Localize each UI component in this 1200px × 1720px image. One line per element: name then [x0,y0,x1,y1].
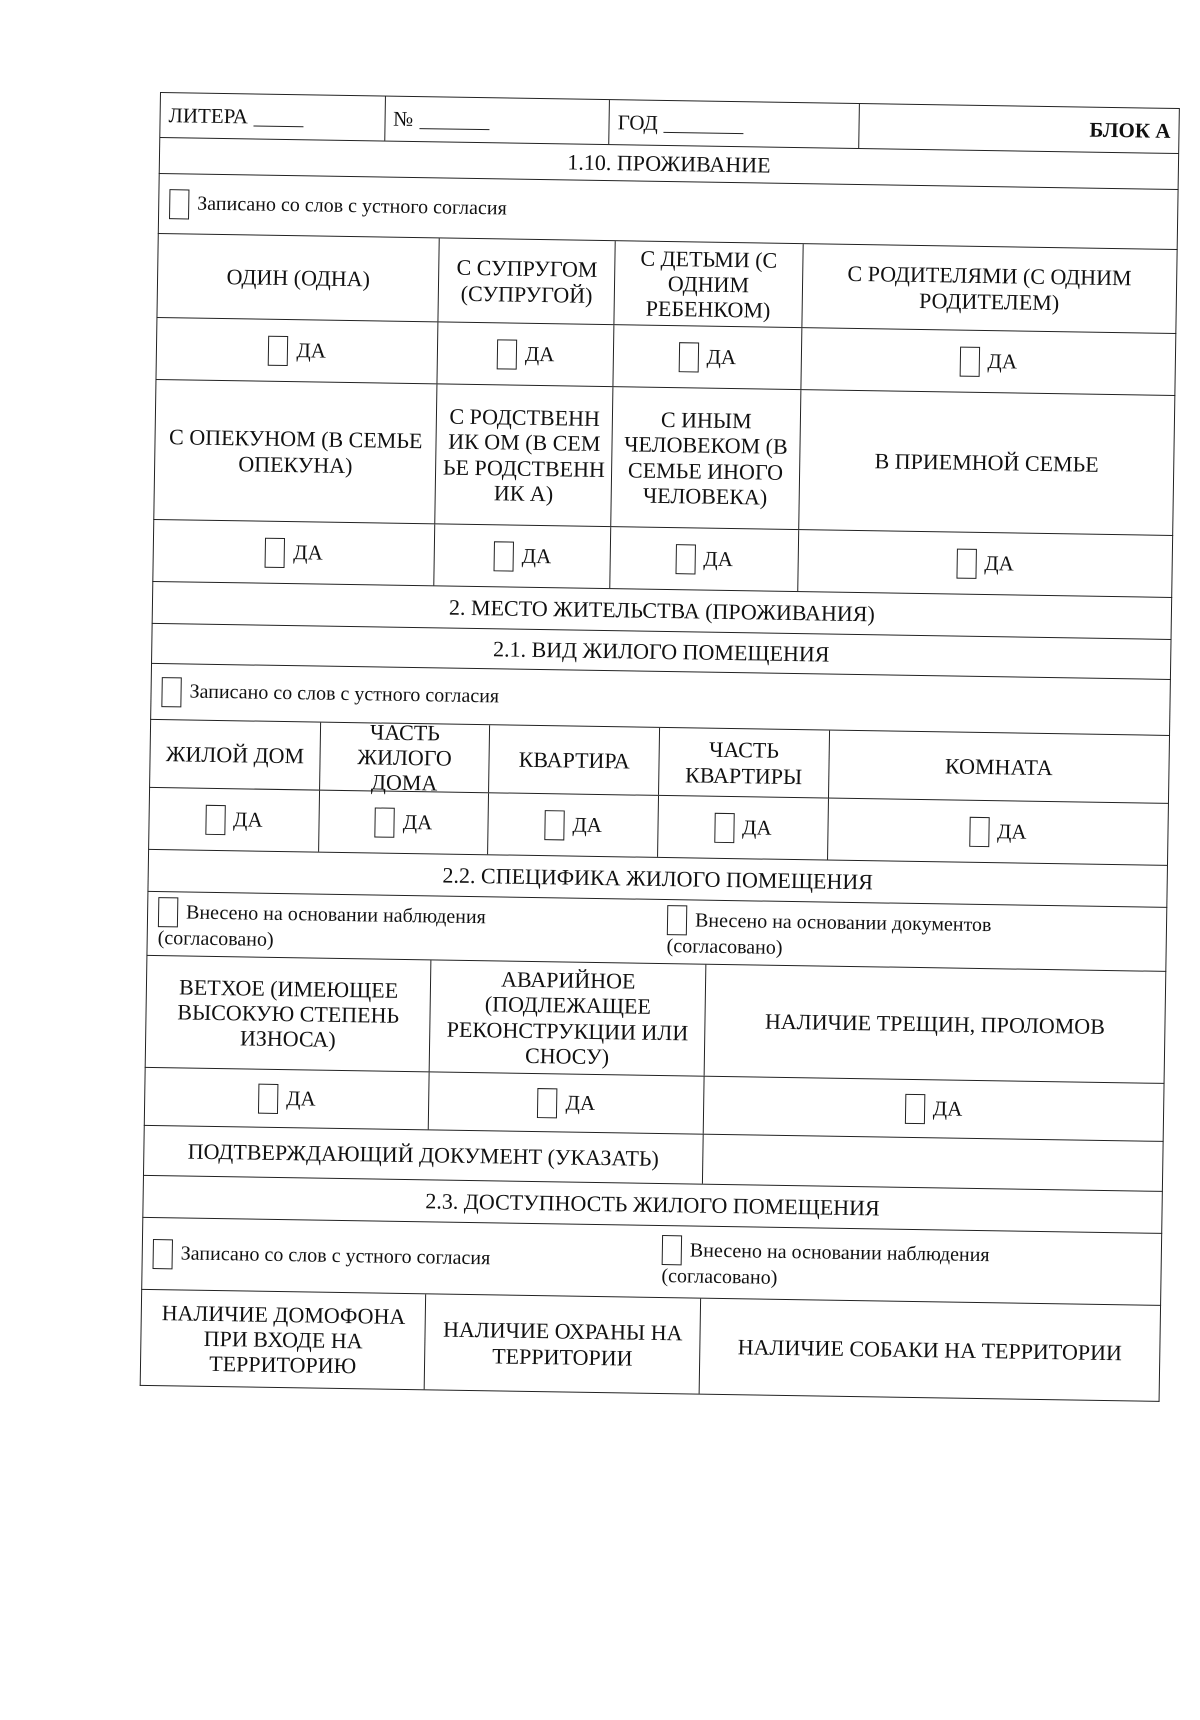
option-with-spouse: С СУПРУГОМ (СУПРУГОЙ) [439,238,616,324]
litera-blank[interactable] [254,107,304,127]
agreed-label: (согласовано) [661,1265,778,1289]
condition-dilapidated: ВЕТХОЕ (ИМЕЮЩЕЕ ВЫСОКУЮ СТЕПЕНЬ ИЗНОСА) [146,956,432,1071]
checkbox[interactable] [544,810,564,840]
documents-label: Внесено на основании документов [694,909,992,936]
housing-condition-row [145,956,1167,1084]
checkbox[interactable] [258,1083,278,1113]
year-label: ГОД [617,110,658,135]
litera-field[interactable] [160,93,385,141]
yes-label: ДА [293,540,323,566]
yes-cell[interactable] [156,318,438,383]
yes-cell[interactable] [801,328,1175,395]
yes-cell[interactable] [319,791,490,855]
agreed-label: (согласовано) [157,927,274,951]
checkbox[interactable] [956,548,976,578]
checkbox[interactable] [169,189,189,219]
oral-consent-label: Записано со слов с устного согласия [197,192,507,220]
yes-cell[interactable] [435,524,612,588]
observation-note[interactable] [147,892,657,963]
supporting-document-label: ПОДТВЕРЖДАЮЩИЙ ДОКУМЕНТ (УКАЗАТЬ) [144,1126,704,1184]
access-dog: НАЛИЧИЕ СОБАКИ НА ТЕРРИТОРИИ [737,1334,1123,1366]
yes-label: ДА [996,819,1027,845]
type-part-of-apartment: ЧАСТЬ КВАРТИРЫ [659,728,830,798]
yes-cell[interactable] [610,527,799,591]
section-2-2-title: 2.2. СПЕЦИФИКА ЖИЛОГО ПОМЕЩЕНИЯ [442,862,874,895]
yes-label: ДА [402,810,433,835]
observation-label: Внесено на основании наблюдения [689,1238,990,1266]
yes-label: ДА [232,807,263,833]
section-2-3-title: 2.3. ДОСТУПНОСТЬ ЖИЛОГО ПОМЕЩЕНИЯ [425,1188,880,1221]
agreed-label: (согласовано) [666,935,783,959]
type-part-of-house: ЧАСТЬ ЖИЛОГО ДОМА [320,723,491,793]
section-2-title: 2. МЕСТО ЖИТЕЛЬСТВА (ПРОЖИВАНИЯ) [448,594,875,627]
yes-cell[interactable] [149,788,320,852]
yes-cell[interactable] [153,520,435,585]
yes-cell[interactable] [488,793,659,857]
checkbox[interactable] [662,1235,682,1265]
year-field[interactable] [609,100,859,148]
checkbox[interactable] [205,804,225,834]
type-apartment: КВАРТИРА [489,725,660,795]
condition-emergency: АВАРИЙНОЕ (ПОДЛЕЖАЩЕЕ РЕКОНСТРУКЦИИ ИЛИ СНОСУ) [430,960,706,1075]
yes-label: ДА [572,812,603,838]
checkbox[interactable] [375,807,395,837]
checkbox[interactable] [537,1088,557,1118]
yes-cell[interactable] [704,1077,1164,1141]
supporting-document-input[interactable] [703,1135,1163,1191]
checkbox[interactable] [675,544,695,574]
litera-label: ЛИТЕРА [168,103,249,129]
yes-label: ДА [984,551,1014,576]
checkbox[interactable] [678,342,698,372]
yes-cell[interactable] [145,1068,430,1129]
checkbox[interactable] [714,812,734,842]
checkbox[interactable] [268,335,288,365]
living-options-row-2 [153,380,1175,536]
oral-consent-label: Записано со слов с устного согласия [180,1242,491,1270]
yes-label: ДА [285,1086,316,1111]
yes-cell[interactable] [614,325,803,389]
checkbox[interactable] [265,537,285,567]
yes-cell[interactable] [658,796,829,860]
year-blank[interactable] [664,113,744,133]
number-label: № [392,106,414,131]
condition-cracks: НАЛИЧИЕ ТРЕЩИН, ПРОЛОМОВ [764,1008,1106,1039]
type-house: ЖИЛОЙ ДОМ [150,720,321,790]
checkbox[interactable] [969,816,989,846]
registration-form [140,92,1180,1402]
checkbox[interactable] [497,339,517,369]
block-label: БЛОК А [1089,117,1171,143]
block-label-cell [859,104,1179,153]
yes-cell[interactable] [828,799,1168,865]
yes-label: ДА [932,1096,963,1122]
option-with-guardian: С ОПЕКУНОМ (В СЕМЬЕ ОПЕКУНА) [154,380,438,523]
documents-note[interactable] [656,900,1166,971]
yes-label: ДА [521,544,552,569]
section-1-10-title: 1.10. ПРОЖИВАНИЕ [567,149,771,178]
checkbox[interactable] [153,1239,173,1269]
checkbox[interactable] [905,1093,925,1123]
number-blank[interactable] [419,110,489,130]
yes-label: ДА [703,547,734,572]
option-foster-family: В ПРИЕМНОЙ СЕМЬЕ [874,448,1099,477]
observation-label: Внесено на основании наблюдения [185,901,487,928]
option-with-relative: С РОДСТВЕННИК ОМ (В СЕМЬЕ РОДСТВЕННИК А) [436,384,614,526]
option-with-other-person: С ИНЫМ ЧЕЛОВЕКОМ (В СЕМЬЕ ИНОГО ЧЕЛОВЕКА) [611,387,801,529]
yes-label: ДА [565,1090,596,1116]
yes-label: ДА [741,815,772,841]
checkbox[interactable] [667,905,687,935]
yes-label: ДА [296,338,327,364]
option-with-parents: С РОДИТЕЛЯМИ (С ОДНИМ РОДИТЕЛЕМ) [847,261,1132,315]
option-with-children: С ДЕТЬМИ (С ОДНИМ РЕБЕНКОМ) [615,241,804,327]
number-field[interactable] [385,97,610,145]
oral-consent-label: Записано со слов с устного согласия [189,680,500,708]
checkbox[interactable] [158,897,178,927]
oral-consent-note[interactable] [142,1218,652,1297]
checkbox[interactable] [161,677,181,707]
yes-label: ДА [706,345,737,370]
yes-cell[interactable] [438,322,615,386]
living-options-row-1 [156,234,1177,334]
section-2-1-title: 2.1. ВИД ЖИЛОГО ПОМЕЩЕНИЯ [492,636,830,667]
type-room: КОМНАТА [944,753,1053,780]
yes-label: ДА [524,342,555,367]
access-intercom: НАЛИЧИЕ ДОМОФОНА ПРИ ВХОДЕ НА ТЕРРИТОРИЮ [141,1290,427,1389]
option-alone: ОДИН (ОДНА) [157,234,440,321]
checkbox[interactable] [959,346,979,376]
yes-cell[interactable] [798,530,1172,597]
checkbox[interactable] [494,541,514,571]
observation-note[interactable] [651,1226,1161,1305]
yes-label: ДА [987,349,1018,374]
accessibility-row [140,1290,1161,1402]
yes-cell[interactable] [429,1072,704,1133]
access-security: НАЛИЧИЕ ОХРАНЫ НА ТЕРРИТОРИИ [425,1294,701,1393]
